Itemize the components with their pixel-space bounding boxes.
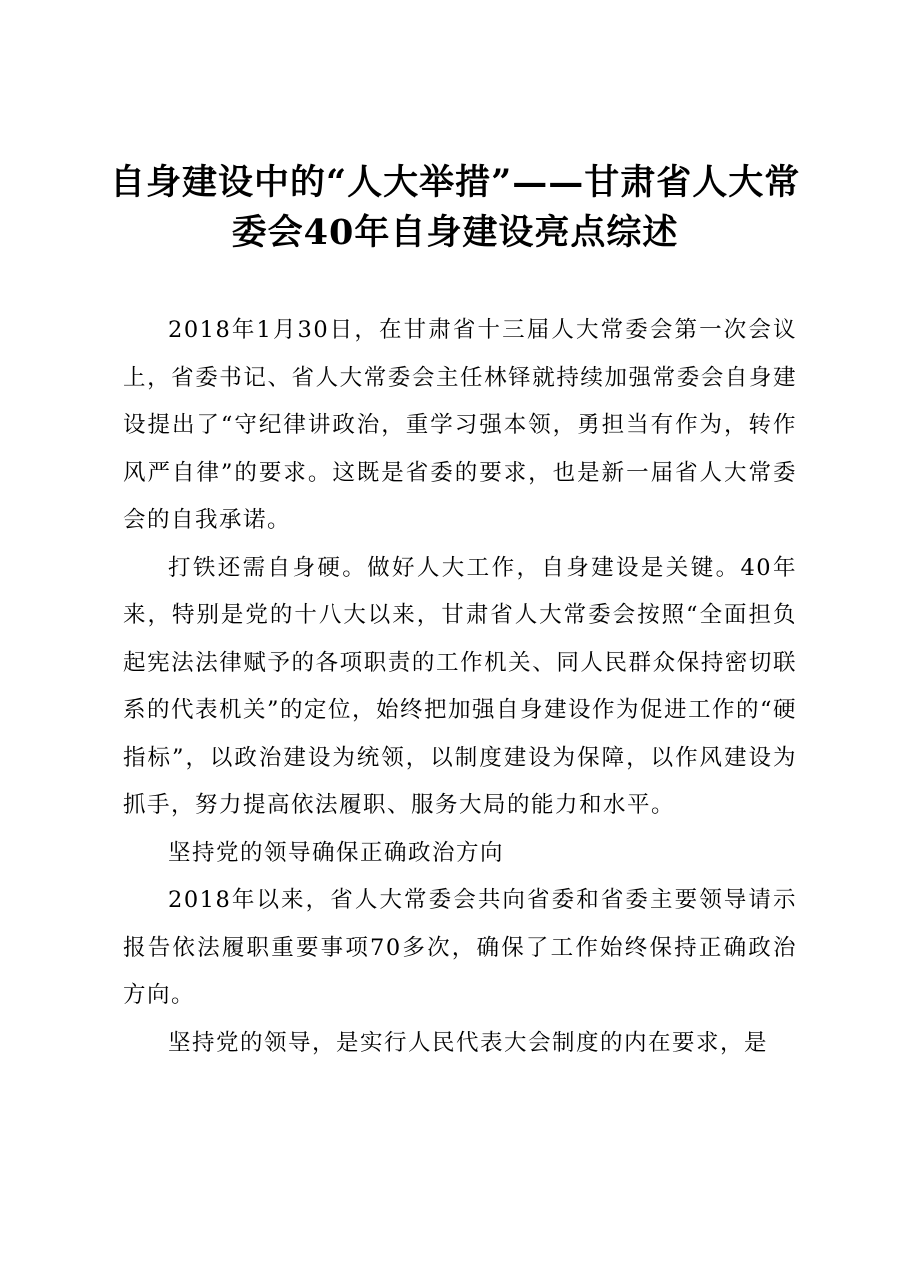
title-line-2: 委会40年自身建设亮点综述: [231, 212, 679, 253]
paragraph-2: 打铁还需自身硬。做好人大工作，自身建设是关键。40年来，特别是党的十八大以来，甘肃省人大常委会按照“全面担负起宪法法律赋予的各项职责的工作机关、同人民群众保持密切联系的代表机关”的定位，始终把加强自身建设作为促进工作的“硬指标”，以政治建设为统领，以制度建设为保障，以作风建设为抓手，努力提高依法履职、服务大局的能力和水平。: [123, 554, 798, 818]
title-line-1: 自身建设中的“人大举措”——甘肃省人大常: [110, 162, 801, 203]
document-title: [110, 158, 800, 258]
paragraph-4: 坚持党的领导，是实行人民代表大会制度的内在要求，是: [168, 1029, 769, 1056]
document-body: [123, 307, 797, 1067]
paragraph-3: 2018年以来，省人大常委会共向省委和省委主要领导请示报告依法履职重要事项70多次，确保了工作始终保持正确政治方向。: [123, 887, 797, 1008]
paragraph-1: 2018年1月30日，在甘肃省十三届人大常委会第一次会议上，省委书记、省人大常委会主任林铎就持续加强常委会自身建设提出了“守纪律讲政治，重学习强本领，勇担当有作为，转作风严自律”的要求。这既是省委的要求，也是新一届省人大常委会的自我承诺。: [123, 317, 797, 533]
section-heading: 坚持党的领导确保正确政治方向: [168, 839, 505, 866]
